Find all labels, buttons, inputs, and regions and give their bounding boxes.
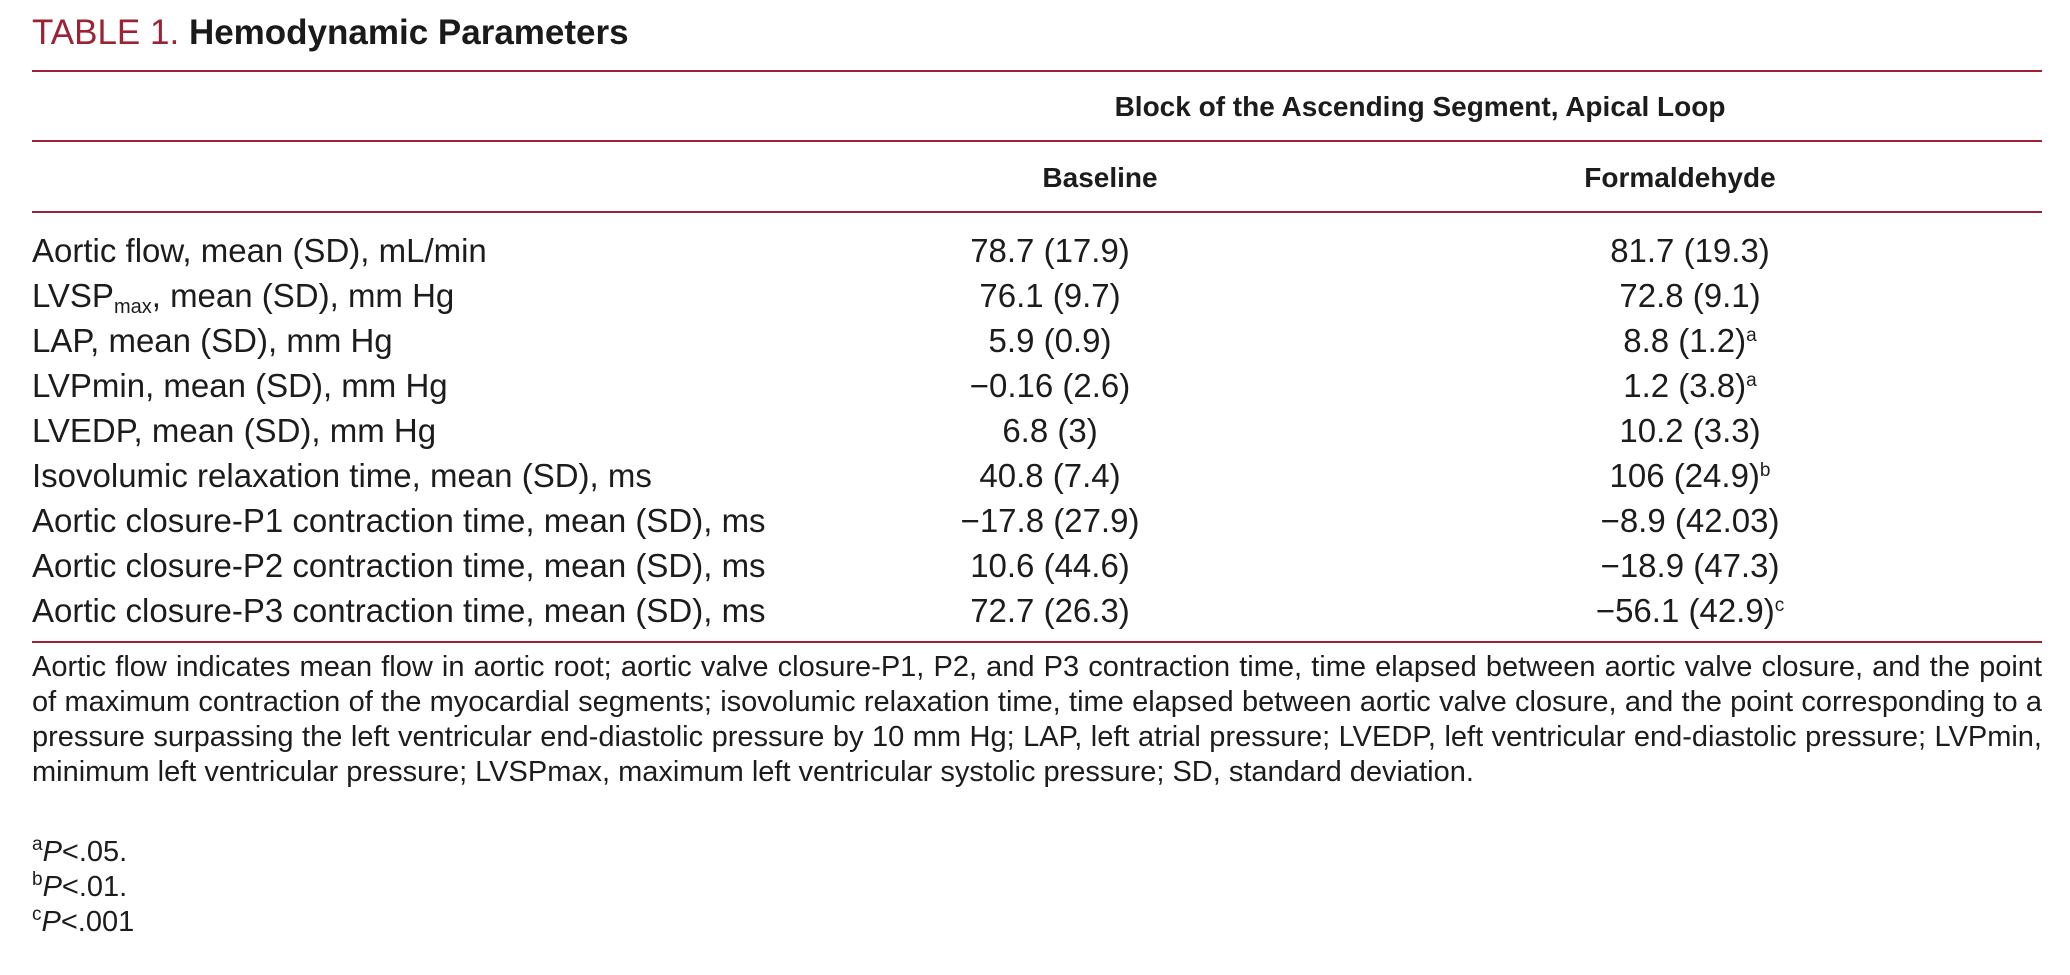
formaldehyde-value: 81.7 (19.3)	[1610, 232, 1770, 269]
row-label: LAP, mean (SD), mm Hg	[32, 322, 393, 359]
baseline-value: 78.7 (17.9)	[970, 232, 1130, 269]
formaldehyde-value: 8.8 (1.2)	[1623, 322, 1747, 359]
baseline-value: 72.7 (26.3)	[970, 592, 1130, 629]
footnote-p: P	[41, 906, 61, 938]
significance-marker: a	[1746, 325, 1757, 346]
formaldehyde-value: 1.2 (3.8)	[1623, 367, 1747, 404]
footnote-p: P	[42, 871, 62, 903]
bottom-rule	[32, 641, 2042, 643]
baseline-value: −17.8 (27.9)	[960, 502, 1140, 539]
row-label: Aortic closure-P1 contraction time, mean (SD), ms	[32, 502, 766, 539]
formaldehyde-cell	[1490, 543, 1890, 588]
footnote-mark: c	[32, 904, 42, 925]
formaldehyde-value: 106 (24.9)	[1609, 457, 1760, 494]
header-rule	[32, 211, 2042, 213]
formaldehyde-cell	[1490, 498, 1890, 543]
group-header: Block of the Ascending Segment, Apical Loop	[1114, 91, 1726, 122]
formaldehyde-cell	[1490, 453, 1890, 498]
row-label: LVPmin, mean (SD), mm Hg	[32, 367, 448, 404]
formaldehyde-value: −8.9 (42.03)	[1600, 502, 1780, 539]
formaldehyde-cell	[1490, 273, 1890, 318]
footnote-p: P	[42, 836, 62, 868]
formaldehyde-cell	[1490, 228, 1890, 273]
table-row	[0, 453, 2070, 498]
table-row	[0, 273, 2070, 318]
row-label: LVEDP, mean (SD), mm Hg	[32, 412, 437, 449]
baseline-value: 40.8 (7.4)	[979, 457, 1121, 494]
row-label-main: LVSP	[32, 277, 114, 314]
table-row	[0, 408, 2070, 453]
table-row	[0, 318, 2070, 363]
table-note: Aortic flow indicates mean flow in aortic root; aortic valve closure-P1, P2, and P3 contraction time, time elapsed between aortic valve closure, and the point of maximum contraction of the myocardial segments; isovolumic relaxation time, time elapsed between aortic valve closure, and the point corresponding to a pressure surpassing the left ventricular end-diastolic pressure by 10 mm Hg; LAP, left atrial pressure; LVEDP, left ventricular end-diastolic pressure; LVPmin, minimum left ventricular pressure; LVSPmax, maximum left ventricular systolic pressure; SD, standard deviation.	[32, 651, 2042, 788]
row-label: Aortic closure-P2 contraction time, mean (SD), ms	[32, 547, 766, 584]
formaldehyde-value: −18.9 (47.3)	[1600, 547, 1780, 584]
table-row	[0, 543, 2070, 588]
baseline-value: 5.9 (0.9)	[988, 322, 1112, 359]
column-header-baseline: Baseline	[1042, 162, 1158, 193]
row-label: Aortic flow, mean (SD), mL/min	[32, 232, 487, 269]
column-header-formaldehyde: Formaldehyde	[1584, 162, 1776, 193]
row-label: Aortic closure-P3 contraction time, mean (SD), ms	[32, 592, 766, 629]
footnote-b	[32, 870, 127, 905]
table-row	[0, 498, 2070, 543]
baseline-value: 6.8 (3)	[1002, 412, 1098, 449]
formaldehyde-value: −56.1 (42.9)	[1595, 592, 1775, 629]
group-rule	[32, 140, 2042, 142]
baseline-value: 76.1 (9.7)	[979, 277, 1121, 314]
footnote-mark: a	[32, 834, 43, 855]
footnote-text: <.05.	[61, 836, 128, 868]
row-label-rest: , mean (SD), mm Hg	[151, 277, 455, 314]
footnote-text: <.001	[60, 906, 135, 938]
table-row	[0, 228, 2070, 273]
row-label: Isovolumic relaxation time, mean (SD), ms	[32, 457, 652, 494]
baseline-value: 10.6 (44.6)	[970, 547, 1130, 584]
formaldehyde-value: 72.8 (9.1)	[1619, 277, 1761, 314]
formaldehyde-value: 10.2 (3.3)	[1619, 412, 1761, 449]
formaldehyde-cell	[1490, 363, 1890, 408]
footnote-mark: b	[32, 869, 43, 890]
footnote-c	[32, 905, 134, 940]
row-label	[32, 273, 454, 318]
table-body	[0, 228, 2070, 633]
table-row	[0, 363, 2070, 408]
formaldehyde-cell	[1490, 318, 1890, 363]
baseline-value: −0.16 (2.6)	[969, 367, 1131, 404]
formaldehyde-cell	[1490, 408, 1890, 453]
significance-marker: c	[1774, 595, 1785, 616]
footnote-a	[32, 835, 127, 870]
table-title	[32, 8, 629, 58]
table-row	[0, 588, 2070, 633]
table-name: Hemodynamic Parameters	[188, 13, 629, 52]
formaldehyde-cell	[1490, 588, 1890, 633]
significance-marker: a	[1746, 370, 1757, 391]
table-number: TABLE 1.	[32, 13, 180, 52]
footnote-text: <.01.	[61, 871, 128, 903]
row-label-subscript: max	[113, 296, 152, 318]
significance-marker: b	[1759, 460, 1771, 481]
top-rule	[32, 70, 2042, 72]
